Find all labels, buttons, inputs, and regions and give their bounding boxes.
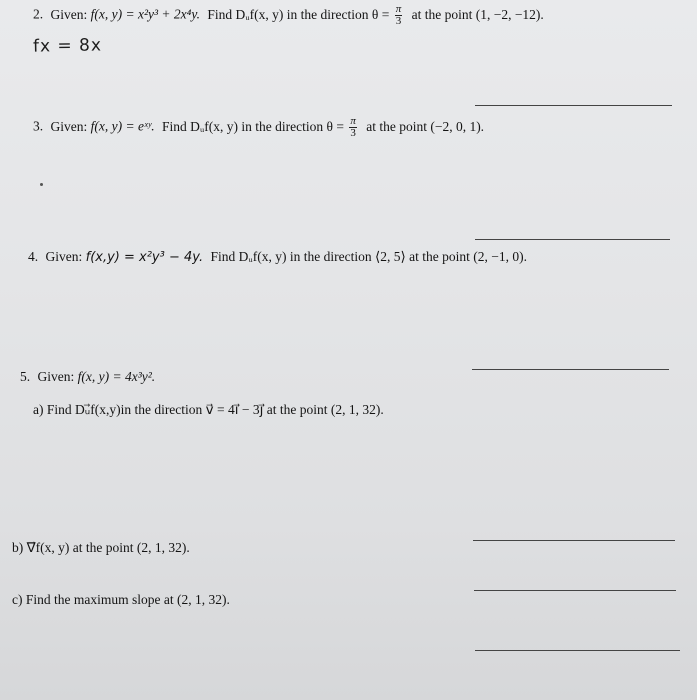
problem-2-angle-fraction [395,4,403,27]
problem-2-fraction-numerator: π [395,3,402,15]
problem-3-angle-fraction [349,116,357,139]
problem-2 [33,4,544,27]
handwritten-note: fx = 8x [32,35,103,57]
problem-4-number: 4. [28,249,39,264]
problem-2-task: Find Dᵤf(x, y) in the direction θ = [207,6,390,22]
answer-line-3 [475,239,670,240]
problem-5 [20,369,155,385]
problem-5-given-label: Given: [37,369,75,384]
problem-3-function: f(x, y) = eˣʸ. [90,118,155,134]
problem-3-task: Find Dᵤf(x, y) in the direction θ = [161,118,344,134]
problem-2-given-label: Given: [50,6,88,22]
problem-3-point: at the point (−2, 0, 1). [366,118,485,134]
problem-3-given-label: Given: [50,118,88,134]
problem-2-fraction-denominator: 3 [395,15,402,27]
paper-speck [40,183,43,186]
problem-4-given-label: Given: [45,249,83,264]
problem-3 [33,116,484,139]
problem-4-function: f(x,y) = x²y³ − 4y. [85,250,204,265]
problem-5-function: f(x, y) = 4x³y². [77,369,156,384]
answer-line-4 [472,369,669,370]
answer-line-5b [473,540,675,541]
problem-2-number: 2. [33,6,44,22]
problem-3-number: 3. [33,118,44,134]
problem-3-fraction-numerator: π [350,115,356,127]
problem-5-part-a: a) Find Dᵤ⃗f(x,y)in the direction v⃗ = 4i⃗ − 3j⃗ at the point (2, 1, 32). [33,402,384,417]
problem-4 [28,249,527,265]
problem-2-point: at the point (1, −2, −12). [411,6,544,22]
problem-5-part-c: c) Find the maximum slope at (2, 1, 32). [12,592,230,607]
problem-5-part-b: b) ∇⃗f(x, y) at the point (2, 1, 32). [12,540,190,555]
problem-2-function: f(x, y) = x²y³ + 2x⁴y. [90,6,200,22]
answer-line-final [475,650,680,651]
problem-5-number: 5. [20,369,31,384]
answer-line-2 [475,105,672,106]
problem-3-fraction-denominator: 3 [350,127,356,139]
problem-4-task: Find Dᵤf(x, y) in the direction ⟨2, 5⟩ at the point (2, −1, 0). [210,249,527,264]
answer-line-5c [474,590,676,591]
